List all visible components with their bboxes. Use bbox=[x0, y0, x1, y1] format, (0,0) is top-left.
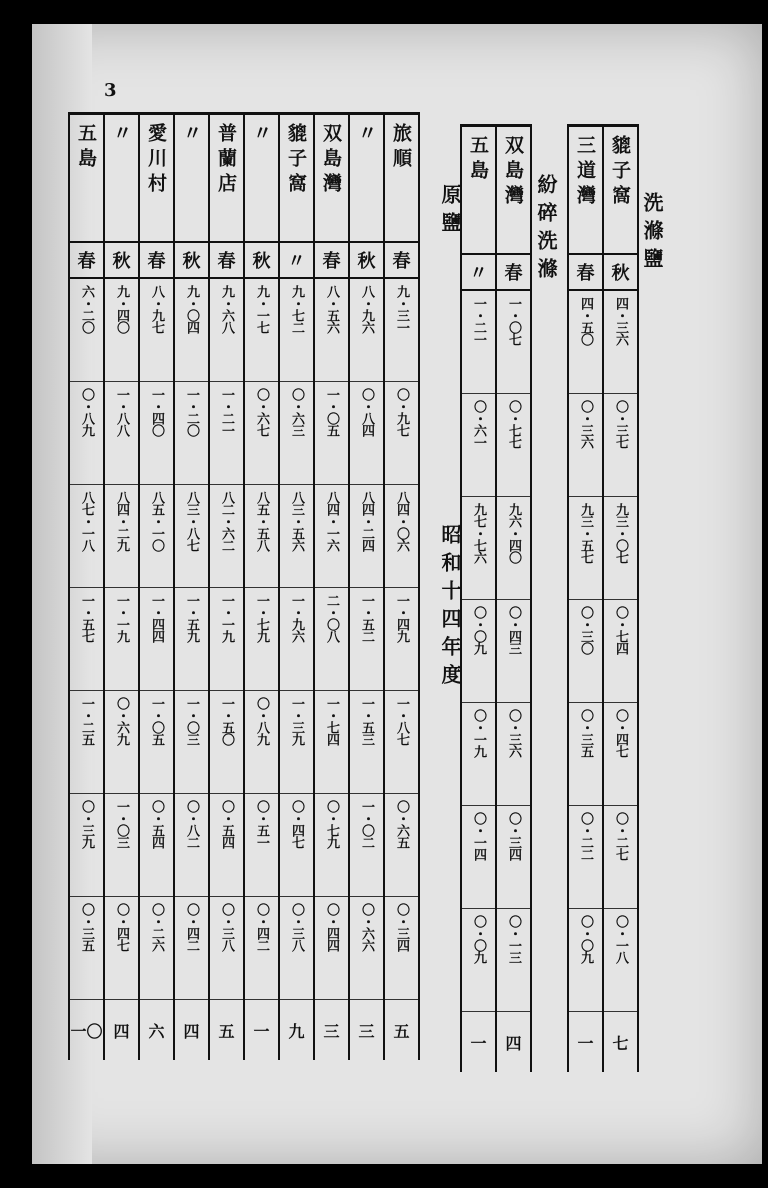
value-cell bbox=[210, 588, 243, 691]
value-cell bbox=[497, 497, 530, 600]
value-cell bbox=[350, 485, 383, 588]
value-text: 〇・四二 bbox=[184, 903, 199, 951]
value-cell bbox=[210, 794, 243, 897]
value-text: 〇・〇九 bbox=[471, 915, 486, 963]
sample-count-cell: 三 bbox=[323, 1021, 340, 1041]
location-name: 貔子窩 bbox=[609, 135, 631, 210]
value-text: 八四・一六 bbox=[324, 491, 339, 551]
value-text: 〇・五四 bbox=[149, 800, 164, 848]
value-text: 八三・五六 bbox=[289, 491, 304, 551]
value-text: 〇・三五 bbox=[79, 903, 94, 951]
value-cell bbox=[315, 588, 348, 691]
sample-count-cell: 一 bbox=[577, 1033, 594, 1053]
document-page bbox=[32, 24, 762, 1164]
location-name-cell bbox=[604, 127, 637, 255]
value-cell bbox=[245, 588, 278, 691]
value-cell bbox=[70, 897, 103, 1000]
section2-title: 紛碎洗滌 bbox=[534, 174, 558, 286]
value-cell bbox=[497, 291, 530, 394]
value-cell bbox=[462, 909, 495, 1012]
season-cell: 春 bbox=[70, 243, 103, 279]
value-text: 九・一七 bbox=[254, 285, 269, 333]
value-text: 八四・二四 bbox=[359, 491, 374, 551]
value-cell bbox=[70, 382, 103, 485]
value-cell bbox=[462, 703, 495, 806]
value-text: 一・五三 bbox=[359, 697, 374, 745]
location-name-cell bbox=[175, 115, 208, 243]
value-cell bbox=[70, 279, 103, 382]
value-cell bbox=[497, 703, 530, 806]
value-cell bbox=[140, 691, 173, 794]
season-cell: 春 bbox=[140, 243, 173, 279]
value-cell bbox=[385, 794, 418, 897]
value-cell bbox=[350, 588, 383, 691]
value-cell bbox=[280, 691, 313, 794]
value-text: 一・五七 bbox=[79, 594, 94, 642]
table-column bbox=[313, 115, 348, 1060]
value-cell bbox=[385, 897, 418, 1000]
value-cell bbox=[569, 909, 602, 1012]
value-text: 一・〇七 bbox=[506, 297, 521, 345]
value-cell bbox=[70, 485, 103, 588]
value-text: 九三・〇七 bbox=[613, 503, 628, 563]
value-cell bbox=[105, 897, 138, 1000]
value-text: 〇・四三 bbox=[506, 606, 521, 654]
table-column bbox=[567, 127, 602, 1072]
table-column bbox=[602, 127, 639, 1072]
value-cell bbox=[70, 691, 103, 794]
location-name: 双島灣 bbox=[320, 123, 342, 198]
value-cell bbox=[350, 279, 383, 382]
value-cell bbox=[569, 291, 602, 394]
location-name: 〃 bbox=[355, 123, 377, 148]
location-name: 旅順 bbox=[390, 123, 412, 173]
season-cell: 〃 bbox=[280, 243, 313, 279]
location-name: 〃 bbox=[110, 123, 132, 148]
value-cell bbox=[569, 806, 602, 909]
value-text: 一・八八 bbox=[114, 388, 129, 436]
value-text: 〇・六六 bbox=[359, 903, 374, 951]
value-text: 〇・二七 bbox=[613, 812, 628, 860]
location-name-cell bbox=[280, 115, 313, 243]
value-text: 一・五二 bbox=[359, 594, 374, 642]
value-cell bbox=[140, 279, 173, 382]
value-cell bbox=[140, 485, 173, 588]
value-text: 〇・三六 bbox=[506, 709, 521, 757]
value-cell bbox=[385, 691, 418, 794]
table-column bbox=[243, 115, 278, 1060]
value-cell bbox=[462, 394, 495, 497]
value-cell bbox=[140, 588, 173, 691]
sample-count-cell: 五 bbox=[393, 1021, 410, 1041]
value-text: 〇・六一 bbox=[471, 400, 486, 448]
value-cell bbox=[315, 897, 348, 1000]
value-cell bbox=[210, 897, 243, 1000]
value-text: 九・〇四 bbox=[184, 285, 199, 333]
section1-title: 洗滌鹽 bbox=[640, 192, 664, 276]
value-cell bbox=[245, 382, 278, 485]
value-cell bbox=[569, 394, 602, 497]
value-text: 八・九七 bbox=[149, 285, 164, 333]
value-text: 九七・七六 bbox=[471, 503, 486, 563]
value-cell bbox=[385, 588, 418, 691]
value-text: 〇・八四 bbox=[359, 388, 374, 436]
value-text: 〇・七七 bbox=[506, 400, 521, 448]
location-name-cell bbox=[210, 115, 243, 243]
location-name: 〃 bbox=[250, 123, 272, 148]
value-cell bbox=[280, 485, 313, 588]
value-text: 一・五九 bbox=[184, 594, 199, 642]
location-name: 五島 bbox=[75, 123, 97, 173]
value-text: 〇・一三 bbox=[506, 915, 521, 963]
value-text: 八四・二九 bbox=[114, 491, 129, 551]
table-column bbox=[348, 115, 383, 1060]
value-text: 〇・四七 bbox=[114, 903, 129, 951]
value-text: 一・五〇 bbox=[219, 697, 234, 745]
raw-salt-table bbox=[68, 112, 420, 1060]
value-text: 八四・〇六 bbox=[394, 491, 409, 551]
table-column bbox=[68, 115, 103, 1060]
location-name-cell bbox=[105, 115, 138, 243]
value-text: 八五・一〇 bbox=[149, 491, 164, 551]
value-cell bbox=[315, 794, 348, 897]
location-name: 普蘭店 bbox=[215, 123, 237, 198]
value-cell bbox=[175, 485, 208, 588]
value-text: 一・〇二 bbox=[359, 800, 374, 848]
value-cell bbox=[70, 794, 103, 897]
year-label: 昭和十四年度 bbox=[438, 524, 462, 692]
value-cell bbox=[497, 806, 530, 909]
value-text: 〇・三〇 bbox=[578, 606, 593, 654]
value-cell bbox=[175, 382, 208, 485]
location-name: 〃 bbox=[180, 123, 202, 148]
value-cell bbox=[175, 588, 208, 691]
value-text: 〇・六七 bbox=[254, 388, 269, 436]
section3-title: 原鹽 bbox=[438, 184, 462, 240]
location-name: 五島 bbox=[467, 135, 489, 185]
value-cell bbox=[350, 794, 383, 897]
value-text: 八五・五八 bbox=[254, 491, 269, 551]
value-text: 〇・五一 bbox=[254, 800, 269, 848]
location-name: 貔子窩 bbox=[285, 123, 307, 198]
value-cell bbox=[385, 382, 418, 485]
season-cell: 春 bbox=[315, 243, 348, 279]
value-text: 一・三九 bbox=[289, 697, 304, 745]
value-text: 八・五六 bbox=[324, 285, 339, 333]
table-column bbox=[278, 115, 313, 1060]
value-text: 〇・三七 bbox=[613, 400, 628, 448]
value-cell bbox=[604, 806, 637, 909]
value-cell bbox=[315, 382, 348, 485]
location-name-cell bbox=[462, 127, 495, 255]
value-text: 〇・三八 bbox=[219, 903, 234, 951]
value-cell bbox=[105, 794, 138, 897]
value-text: 八三・八七 bbox=[184, 491, 199, 551]
value-text: 八・九六 bbox=[359, 285, 374, 333]
sample-count-cell: 一 bbox=[470, 1033, 487, 1053]
value-text: 〇・七四 bbox=[613, 606, 628, 654]
season-cell: 秋 bbox=[604, 255, 637, 291]
value-text: 九・四〇 bbox=[114, 285, 129, 333]
value-text: 〇・三六 bbox=[578, 400, 593, 448]
table-column bbox=[173, 115, 208, 1060]
value-text: 〇・六九 bbox=[114, 697, 129, 745]
value-text: 〇・六五 bbox=[394, 800, 409, 848]
table-column bbox=[208, 115, 243, 1060]
value-cell bbox=[210, 279, 243, 382]
value-cell bbox=[385, 279, 418, 382]
value-text: 一・九六 bbox=[289, 594, 304, 642]
value-text: 八二・六二 bbox=[219, 491, 234, 551]
value-cell bbox=[175, 794, 208, 897]
value-cell bbox=[315, 279, 348, 382]
location-name-cell bbox=[70, 115, 103, 243]
location-name-cell bbox=[497, 127, 530, 255]
value-cell bbox=[210, 691, 243, 794]
value-text: 一・二一 bbox=[471, 297, 486, 345]
value-text: 九六・四〇 bbox=[506, 503, 521, 563]
season-cell: 春 bbox=[385, 243, 418, 279]
value-cell bbox=[140, 794, 173, 897]
value-text: 〇・二二 bbox=[578, 812, 593, 860]
season-cell: 春 bbox=[497, 255, 530, 291]
location-name-cell bbox=[315, 115, 348, 243]
value-cell bbox=[462, 600, 495, 703]
sample-count-cell: 三 bbox=[358, 1021, 375, 1041]
value-text: 〇・二六 bbox=[149, 903, 164, 951]
value-text: 〇・五四 bbox=[219, 800, 234, 848]
crushed-washed-salt-table bbox=[460, 124, 532, 1072]
table-column bbox=[138, 115, 173, 1060]
season-cell: 秋 bbox=[350, 243, 383, 279]
value-text: 〇・一四 bbox=[471, 812, 486, 860]
location-name: 双島灣 bbox=[502, 135, 524, 210]
value-text: 〇・六三 bbox=[289, 388, 304, 436]
value-cell bbox=[569, 600, 602, 703]
season-cell: 秋 bbox=[105, 243, 138, 279]
value-cell bbox=[280, 897, 313, 1000]
value-text: 一・七九 bbox=[254, 594, 269, 642]
sample-count-cell: 七 bbox=[612, 1033, 629, 1053]
value-text: 〇・三四 bbox=[506, 812, 521, 860]
value-text: 九・七二 bbox=[289, 285, 304, 333]
table-column bbox=[460, 127, 495, 1072]
value-cell bbox=[140, 382, 173, 485]
season-cell: 秋 bbox=[245, 243, 278, 279]
value-cell bbox=[497, 394, 530, 497]
sample-count-cell: 四 bbox=[183, 1021, 200, 1041]
value-cell bbox=[245, 485, 278, 588]
value-cell bbox=[604, 497, 637, 600]
value-cell bbox=[210, 485, 243, 588]
value-cell bbox=[105, 382, 138, 485]
season-cell: 春 bbox=[569, 255, 602, 291]
value-cell bbox=[315, 691, 348, 794]
value-cell bbox=[604, 909, 637, 1012]
value-text: 〇・〇九 bbox=[471, 606, 486, 654]
value-text: 〇・四二 bbox=[254, 903, 269, 951]
value-cell bbox=[105, 588, 138, 691]
value-cell bbox=[280, 588, 313, 691]
value-text: 四・五〇 bbox=[578, 297, 593, 345]
value-text: 〇・八二 bbox=[184, 800, 199, 848]
value-text: 一・二〇 bbox=[184, 388, 199, 436]
value-cell bbox=[245, 794, 278, 897]
value-text: 一・二一 bbox=[219, 388, 234, 436]
value-cell bbox=[569, 703, 602, 806]
value-cell bbox=[105, 485, 138, 588]
value-text: 九・三一 bbox=[394, 285, 409, 333]
value-text: 〇・八九 bbox=[79, 388, 94, 436]
value-cell bbox=[604, 291, 637, 394]
value-cell bbox=[245, 279, 278, 382]
season-cell: 春 bbox=[210, 243, 243, 279]
value-text: 一・四〇 bbox=[149, 388, 164, 436]
washed-salt-table bbox=[567, 124, 639, 1072]
value-cell bbox=[175, 897, 208, 1000]
value-cell bbox=[280, 794, 313, 897]
value-cell bbox=[210, 382, 243, 485]
sample-count-cell: 一 bbox=[253, 1021, 270, 1041]
value-text: 〇・四四 bbox=[324, 903, 339, 951]
value-cell bbox=[604, 703, 637, 806]
value-text: 一・〇五 bbox=[149, 697, 164, 745]
value-text: 一・七四 bbox=[324, 697, 339, 745]
value-text: 一・一九 bbox=[114, 594, 129, 642]
value-cell bbox=[385, 485, 418, 588]
value-cell bbox=[604, 600, 637, 703]
value-text: 〇・一八 bbox=[613, 915, 628, 963]
sample-count-cell: 六 bbox=[148, 1021, 165, 1041]
table-column bbox=[495, 127, 532, 1072]
value-cell bbox=[497, 600, 530, 703]
value-cell bbox=[280, 279, 313, 382]
value-cell bbox=[105, 279, 138, 382]
value-cell bbox=[280, 382, 313, 485]
location-name-cell bbox=[385, 115, 418, 243]
value-text: 一・〇三 bbox=[114, 800, 129, 848]
value-text: 一・四九 bbox=[394, 594, 409, 642]
value-text: 一・〇五 bbox=[324, 388, 339, 436]
value-text: 六・二〇 bbox=[79, 285, 94, 333]
value-text: 〇・七九 bbox=[324, 800, 339, 848]
value-cell bbox=[245, 897, 278, 1000]
value-text: 一・〇三 bbox=[184, 697, 199, 745]
location-name-cell bbox=[569, 127, 602, 255]
value-cell bbox=[569, 497, 602, 600]
sample-count-cell: 四 bbox=[505, 1033, 522, 1053]
value-cell bbox=[462, 497, 495, 600]
value-cell bbox=[497, 909, 530, 1012]
value-text: 〇・九七 bbox=[394, 388, 409, 436]
sample-count-cell: 一〇 bbox=[70, 1021, 103, 1041]
value-text: 〇・〇九 bbox=[578, 915, 593, 963]
value-cell bbox=[350, 382, 383, 485]
table-column bbox=[383, 115, 420, 1060]
sample-count-cell: 九 bbox=[288, 1021, 305, 1041]
table-column bbox=[103, 115, 138, 1060]
value-text: 九・六八 bbox=[219, 285, 234, 333]
value-text: 〇・一九 bbox=[471, 709, 486, 757]
page-number: 3 bbox=[104, 80, 117, 101]
value-cell bbox=[175, 279, 208, 382]
location-name-cell bbox=[140, 115, 173, 243]
season-cell: 秋 bbox=[175, 243, 208, 279]
value-text: 一・一九 bbox=[219, 594, 234, 642]
value-text: 〇・四七 bbox=[613, 709, 628, 757]
value-cell bbox=[604, 394, 637, 497]
sample-count-cell: 五 bbox=[218, 1021, 235, 1041]
value-cell bbox=[462, 806, 495, 909]
value-text: 〇・三四 bbox=[394, 903, 409, 951]
value-text: 〇・三五 bbox=[578, 709, 593, 757]
value-cell bbox=[70, 588, 103, 691]
location-name: 愛川村 bbox=[145, 123, 167, 198]
value-text: 九三・五七 bbox=[578, 503, 593, 563]
value-cell bbox=[140, 897, 173, 1000]
value-text: 八七・一八 bbox=[79, 491, 94, 551]
location-name-cell bbox=[350, 115, 383, 243]
value-text: 〇・三八 bbox=[289, 903, 304, 951]
value-cell bbox=[315, 485, 348, 588]
value-cell bbox=[350, 691, 383, 794]
value-cell bbox=[105, 691, 138, 794]
location-name: 三道灣 bbox=[574, 135, 596, 210]
value-text: 一・二五 bbox=[79, 697, 94, 745]
value-text: 一・四四 bbox=[149, 594, 164, 642]
value-cell bbox=[462, 291, 495, 394]
value-cell bbox=[350, 897, 383, 1000]
value-text: 〇・八九 bbox=[254, 697, 269, 745]
location-name-cell bbox=[245, 115, 278, 243]
value-text: 四・三六 bbox=[613, 297, 628, 345]
value-text: 〇・四七 bbox=[289, 800, 304, 848]
value-text: 一・八七 bbox=[394, 697, 409, 745]
season-cell: 〃 bbox=[462, 255, 495, 291]
value-cell bbox=[245, 691, 278, 794]
value-cell bbox=[175, 691, 208, 794]
sample-count-cell: 四 bbox=[113, 1021, 130, 1041]
value-text: 〇・三九 bbox=[79, 800, 94, 848]
value-text: 二・〇八 bbox=[324, 594, 339, 642]
